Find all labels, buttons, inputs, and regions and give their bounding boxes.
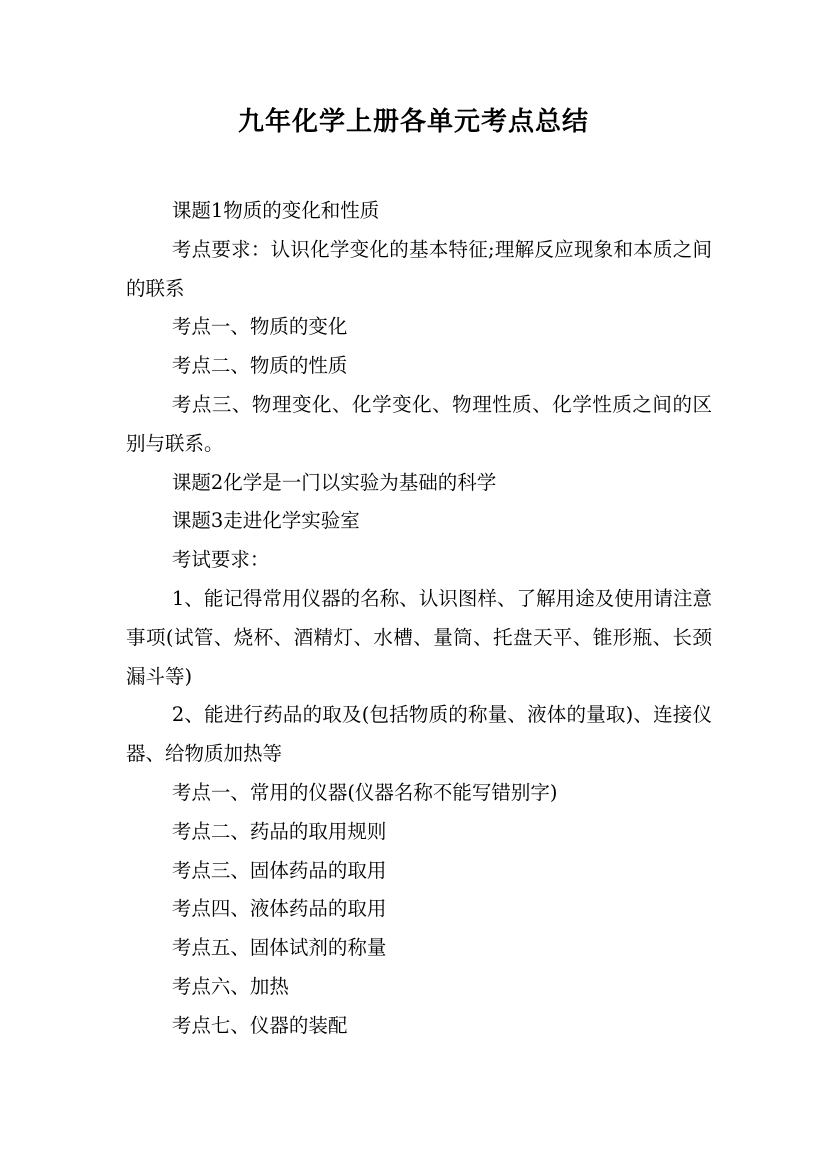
document-title: 九年化学上册各单元考点总结: [237, 107, 589, 137]
paragraph-topic-3: 课题3走进化学实验室: [171, 509, 360, 533]
paragraph-lab-point-7: 考点七、仪器的装配: [171, 1013, 348, 1037]
paragraph-lab-point-2: 考点二、药品的取用规则: [171, 819, 387, 843]
paragraph-lab-point-3: 考点三、固体药品的取用: [171, 858, 387, 882]
paragraph-requirement-2: 2、能进行药品的取及(包括物质的称量、液体的量取)、连接仪器、给物质加热等: [126, 703, 712, 766]
paragraph-topic-2: 课题2化学是一门以实验为基础的科学: [171, 470, 497, 494]
document-body: [126, 192, 712, 1046]
paragraph-requirement-1: 1、能记得常用仪器的名称、认识图样、了解用途及使用请注意事项(试管、烧杯、酒精灯、水槽、量筒、托盘天平、锥形瓶、长颈漏斗等): [126, 586, 712, 688]
paragraph-point-1: 考点一、物质的变化: [171, 315, 348, 339]
paragraph-lab-point-5: 考点五、固体试剂的称量: [171, 936, 387, 960]
paragraph-requirements: 考点要求：认识化学变化的基本特征;理解反应现象和本质之间的联系: [126, 237, 712, 300]
paragraph-point-3: 考点三、物理变化、化学变化、物理性质、化学性质之间的区别与联系。: [126, 392, 712, 455]
paragraph-topic-1: 课题1物质的变化和性质: [171, 199, 380, 222]
paragraph-lab-point-4: 考点四、液体药品的取用: [171, 897, 387, 921]
paragraph-lab-point-1: 考点一、常用的仪器(仪器名称不能写错别字): [171, 780, 558, 804]
paragraph-point-2: 考点二、物质的性质: [171, 354, 348, 378]
paragraph-lab-point-6: 考点六、加热: [171, 974, 289, 998]
paragraph-exam-requirements: 考试要求：: [171, 548, 270, 572]
